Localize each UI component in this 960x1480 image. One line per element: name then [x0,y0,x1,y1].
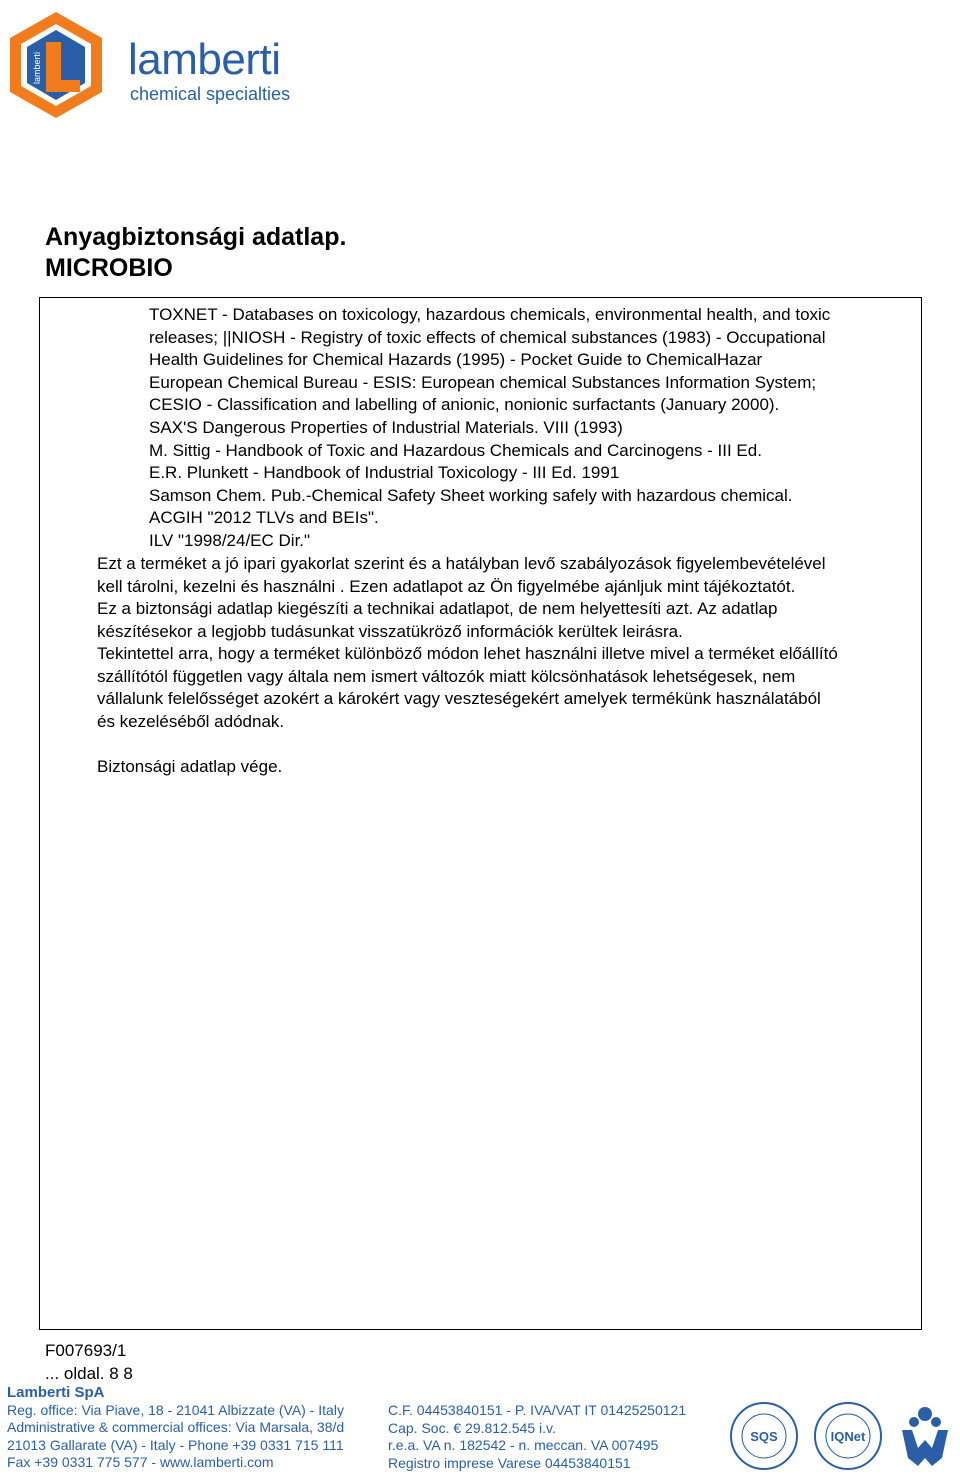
paragraph-line: szállítótól független vagy általa nem ismert változók miatt kölcsönhatások lehetségesek, nem [97,666,796,686]
registration-line: Registro imprese Varese 04453840151 [388,1454,631,1471]
brand-tagline: chemical specialties [130,84,291,104]
paragraph-line: Ezt a terméket a jó ipari gyakorlat szerint és a hatályban levő szabályozások figyelembevételével [97,554,826,573]
iqnet-certification-icon [810,1400,886,1472]
storage-paragraph [97,553,826,598]
registration-line: Cap. Soc. € 29.812.545 i.v. [388,1419,556,1436]
registration-block [388,1402,686,1472]
paragraph-line: Ez a biztonsági adatlap kiegészíti a technikai adatlapot, de nem helyettesíti azt. Az adatlap [97,599,778,618]
reference-line: SAX'S Dangerous Properties of Industrial Materials. VIII (1993) [149,417,623,437]
company-logo [6,10,306,120]
supplement-paragraph [97,598,777,643]
reference-line: ACGIH "2012 TLVs and BEIs". [149,508,379,528]
paragraph-line: vállalunk felelősséget azokért a károkért vagy veszteségekért amelyek termékünk használatából [97,689,821,709]
address-line: Fax +39 0331 775 577 - www.lamberti.com [7,1454,274,1470]
reference-line: European Chemical Bureau - ESIS: European chemical Substances Information System; [149,372,817,392]
reference-line: Health Guidelines for Chemical Hazards (1995) - Pocket Guide to ChemicalHazar [149,350,763,370]
form-code: F007693/1 [45,1341,127,1360]
responsible-care-hands-icon [896,1400,954,1472]
document-title [45,222,346,284]
reference-line: Samson Chem. Pub.-Chemical Safety Sheet working safely with hazardous chemical. [149,485,793,505]
page-number: ... oldal. 8 8 [45,1364,133,1383]
address-line: 21013 Gallarate (VA) - Italy - Phone +39 0331 715 111 [7,1436,344,1453]
reference-line: TOXNET - Databases on toxicology, hazardous chemicals, environmental health, and toxic [149,305,831,324]
registration-line: C.F. 04453840151 - P. IVA/VAT IT 01425250121 [388,1402,687,1418]
address-line: Administrative & commercial offices: Via Marsala, 38/d [7,1419,345,1435]
paragraph-line: és kezeléséből adódnak. [97,711,285,731]
liability-paragraph [97,643,838,733]
paragraph-line: készítésekor a legjobb tudásunkat visszatükröző információk kerültek leirásra. [97,621,683,641]
reference-line: ILV "1998/24/EC Dir." [149,530,311,550]
iqnet-label: IQNet [830,1429,866,1444]
company-name: Lamberti SpA [7,1384,105,1401]
title-line-1: Anyagbiztonsági adatlap. [45,223,347,251]
company-address-block [7,1384,344,1472]
logo-word: lamberti [32,51,42,84]
product-name: MICROBIO [45,254,173,282]
brand-name: lamberti [128,35,281,84]
end-note: Biztonsági adatlap vége. [97,757,283,776]
registration-line: r.e.a. VA n. 182542 - n. meccan. VA 007495 [388,1437,659,1453]
sqs-label: SQS [750,1429,778,1444]
lamberti-hexagon-logo-icon [6,10,106,120]
references-list [149,304,830,553]
reference-line: releases; ||NIOSH - Registry of toxic effects of chemical substances (1983) - Occupational [149,327,826,347]
reference-line: M. Sittig - Handbook of Toxic and Hazardous Chemicals and Carcinogens - III Ed. [149,440,762,460]
paragraph-line: Tekintettel arra, hogy a terméket különböző módon lehet használni illetve mivel a terméket előállító [97,644,838,663]
sqs-certification-icon [728,1400,800,1472]
paragraph-line: kell tárolni, kezelni és használni . Ezen adatlapot az Ön figyelmébe ajánljuk mint tájékoztatót. [97,576,796,596]
address-line: Reg. office: Via Piave, 18 - 21041 Albizzate (VA) - Italy [7,1401,344,1418]
reference-line: E.R. Plunkett - Handbook of Industrial Toxicology - III Ed. 1991 [149,463,620,483]
reference-line: CESIO - Classification and labelling of anionic, nonionic surfactants (January 2000). [149,395,780,415]
